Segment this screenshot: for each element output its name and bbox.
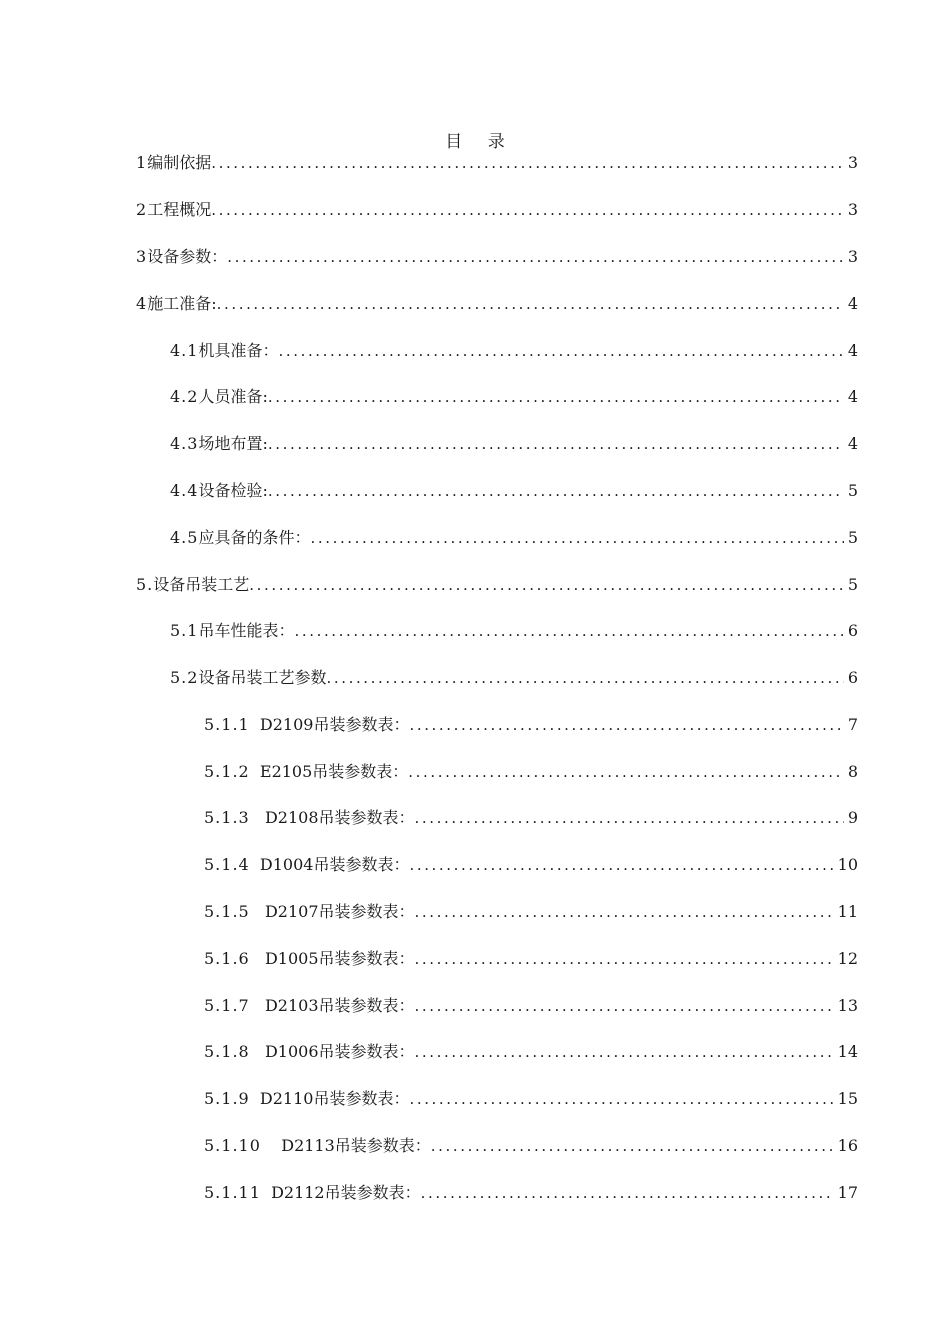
toc-entry[interactable] — [136, 574, 858, 596]
toc-entry[interactable] — [204, 1182, 858, 1204]
toc-entry-page: 6 — [847, 668, 858, 687]
toc-dot-leader — [217, 293, 844, 315]
toc-entry-page: 5 — [847, 481, 858, 500]
toc-entry[interactable] — [204, 761, 858, 783]
toc-entry-page: 5 — [847, 575, 858, 594]
toc-entry-label: 应具备的条件： — [198, 528, 311, 547]
toc-entry-page: 12 — [837, 949, 858, 968]
toc-entry-label: 编制依据 — [147, 153, 212, 172]
toc-entry-label: 施工准备: — [147, 294, 217, 313]
toc-entry-label: D1005吊装参数表： — [249, 949, 415, 968]
toc-entry-label: E2105吊装参数表： — [249, 762, 409, 781]
toc-entry[interactable] — [204, 854, 858, 876]
toc-entry-number: 5.1.3 — [204, 808, 250, 827]
toc-dot-leader — [211, 152, 844, 174]
toc-entry-label: D1006吊装参数表： — [249, 1042, 415, 1061]
toc-entry[interactable] — [170, 480, 858, 502]
toc-entry-label: 机具准备： — [198, 341, 279, 360]
toc-entry-page: 4 — [847, 294, 858, 313]
toc-entry-number: 5. — [136, 575, 154, 594]
toc-dot-leader — [409, 854, 833, 876]
toc-dot-leader — [278, 340, 843, 362]
toc-title: 目 录 — [445, 132, 515, 152]
toc-entry-label: D2113吊装参数表： — [260, 1136, 431, 1155]
toc-entry-label: D2112吊装参数表： — [260, 1183, 421, 1202]
toc-dot-leader — [294, 620, 843, 642]
toc-entry[interactable] — [204, 948, 858, 970]
toc-entry-page: 11 — [837, 902, 858, 921]
toc-entry-label: D2109吊装参数表： — [249, 715, 410, 734]
toc-entry[interactable] — [170, 386, 858, 408]
toc-entry-number: 4.2 — [170, 387, 199, 406]
toc-entry-number: 4 — [136, 294, 148, 313]
toc-entry-page: 4 — [847, 387, 858, 406]
toc-entry-number: 4.1 — [170, 341, 199, 360]
toc-dot-leader — [268, 480, 844, 502]
toc-entry-label: D2110吊装参数表： — [249, 1089, 410, 1108]
toc-dot-leader — [415, 995, 834, 1017]
toc-entry-page: 3 — [847, 153, 858, 172]
toc-entry-label: 设备吊装工艺 — [153, 575, 250, 594]
toc-entry-page: 4 — [847, 341, 858, 360]
toc-entry-number: 3 — [136, 247, 148, 266]
toc-dot-leader — [249, 574, 844, 596]
toc-entry-page: 4 — [847, 434, 858, 453]
toc-entry-number: 5.1.11 — [204, 1183, 261, 1202]
toc-entry[interactable] — [136, 246, 858, 268]
toc-entry-page: 9 — [847, 808, 858, 827]
toc-dot-leader — [421, 1182, 834, 1204]
toc-entry-number: 5.1.1 — [204, 715, 250, 734]
toc-entry-number: 5.1.2 — [204, 762, 250, 781]
toc-entry-page: 3 — [847, 200, 858, 219]
toc-entry-number: 5.1.8 — [204, 1042, 250, 1061]
toc-dot-leader — [409, 714, 843, 736]
toc-entry-number: 4.4 — [170, 481, 199, 500]
toc-entry-number: 2 — [136, 200, 148, 219]
toc-entry-page: 8 — [847, 762, 858, 781]
toc-entry-number: 5.1.9 — [204, 1089, 250, 1108]
toc-entry-label: D2108吊装参数表： — [249, 808, 415, 827]
toc-entry-number: 5.1.4 — [204, 855, 250, 874]
toc-entry-label: 设备吊装工艺参数 — [198, 668, 327, 687]
toc-dot-leader — [310, 527, 843, 549]
toc-entry-page: 14 — [837, 1042, 858, 1061]
toc-entry-page: 5 — [847, 528, 858, 547]
toc-entry-page: 15 — [837, 1089, 858, 1108]
toc-entry[interactable] — [204, 1088, 858, 1110]
toc-entry[interactable] — [170, 340, 858, 362]
toc-dot-leader — [415, 1041, 834, 1063]
toc-entry[interactable] — [170, 527, 858, 549]
toc-dot-leader — [415, 901, 834, 923]
toc-entry-number: 4.5 — [170, 528, 199, 547]
toc-entry[interactable] — [204, 1041, 858, 1063]
toc-entry-label: D2107吊装参数表： — [249, 902, 415, 921]
toc-entry-number: 1 — [136, 153, 148, 172]
toc-entry[interactable] — [136, 152, 858, 174]
toc-entry-page: 13 — [837, 996, 858, 1015]
toc-entry-label: D1004吊装参数表： — [249, 855, 410, 874]
toc-entry-label: D2103吊装参数表： — [249, 996, 415, 1015]
toc-dot-leader — [415, 948, 834, 970]
toc-entry-number: 5.1.6 — [204, 949, 250, 968]
toc-entry[interactable] — [204, 1135, 858, 1157]
toc-entry-page: 17 — [837, 1183, 858, 1202]
toc-entry[interactable] — [170, 433, 858, 455]
toc-entry[interactable] — [136, 199, 858, 221]
toc-entry-number: 5.1.10 — [204, 1136, 261, 1155]
toc-dot-leader — [408, 761, 844, 783]
toc-dot-leader — [326, 667, 843, 689]
toc-entry[interactable] — [204, 714, 858, 736]
toc-dot-leader — [268, 433, 844, 455]
toc-entry-label: 工程概况 — [147, 200, 212, 219]
toc-entry-page: 6 — [847, 621, 858, 640]
toc-entry-page: 16 — [837, 1136, 858, 1155]
toc-entry-number: 4.3 — [170, 434, 199, 453]
toc-entry[interactable] — [170, 620, 858, 642]
toc-entry-number: 5.1 — [170, 621, 199, 640]
toc-entry-page: 10 — [837, 855, 858, 874]
toc-entry[interactable] — [204, 807, 858, 829]
toc-dot-leader — [431, 1135, 834, 1157]
toc-dot-leader — [211, 199, 844, 221]
toc-dot-leader — [415, 807, 844, 829]
toc-entry-label: 场地布置: — [198, 434, 268, 453]
toc-entry-number: 5.2 — [170, 668, 199, 687]
toc-dot-leader — [409, 1088, 833, 1110]
toc-entry[interactable] — [136, 293, 858, 315]
toc-entry-number: 5.1.5 — [204, 902, 250, 921]
toc-entry-label: 吊车性能表： — [198, 621, 295, 640]
toc-entry[interactable] — [170, 667, 858, 689]
toc-entry-number: 5.1.7 — [204, 996, 250, 1015]
toc-entry-page: 3 — [847, 247, 858, 266]
toc-entry-label: 人员准备: — [198, 387, 268, 406]
toc-entry-page: 7 — [847, 715, 858, 734]
toc-entry-label: 设备检验: — [198, 481, 268, 500]
toc-entry-label: 设备参数： — [147, 247, 228, 266]
toc-dot-leader — [227, 246, 844, 268]
toc-dot-leader — [268, 386, 844, 408]
toc-entry[interactable] — [204, 901, 858, 923]
toc-entry[interactable] — [204, 995, 858, 1017]
